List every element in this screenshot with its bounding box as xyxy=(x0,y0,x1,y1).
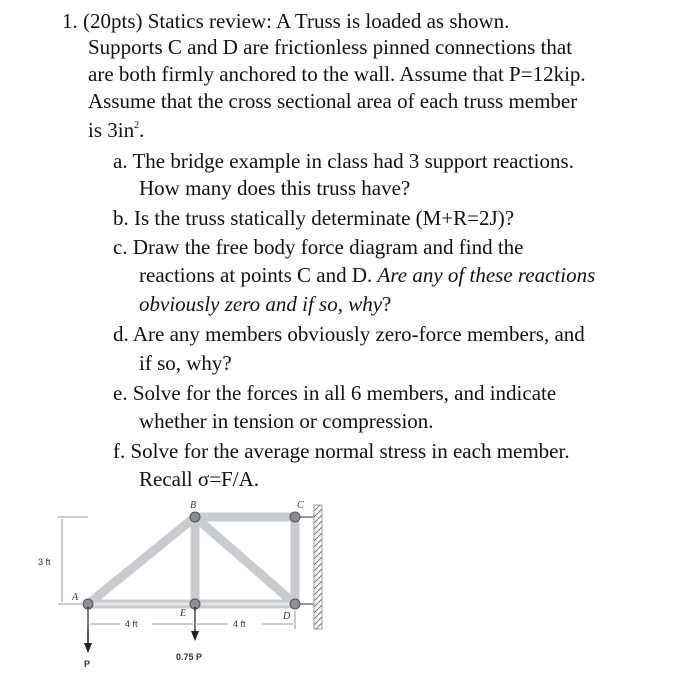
load-e-label: 0.75 P xyxy=(176,652,203,662)
member-ab xyxy=(88,517,195,604)
problem-line-2: Supports C and D are frictionless pinned connections that xyxy=(88,35,573,59)
part-c-line-1: c. Draw the free body force diagram and find the xyxy=(113,235,524,259)
load-p-label: P xyxy=(84,659,91,669)
label-a: A xyxy=(72,592,79,603)
problem-line-5-period: . xyxy=(139,118,145,142)
part-f-line-2: Recall σ=F/A. xyxy=(139,467,259,491)
area-exponent: 2 xyxy=(134,120,140,131)
part-f-line-1: f. Solve for the average normal stress in each member. xyxy=(113,439,570,463)
part-a-line-2: How many does this truss have? xyxy=(139,176,411,200)
part-c-line-3-end: ? xyxy=(382,292,392,316)
truss-members xyxy=(88,517,295,604)
part-c-line-2-text: reactions at points C and D. xyxy=(139,263,378,287)
problem-line-5-text: is 3in xyxy=(88,118,135,142)
part-c-line-3 xyxy=(139,291,391,317)
part-c-line-3-italic: obviously zero and if so, why xyxy=(139,292,383,316)
part-a-line-1: a. The bridge example in class had 3 support reactions. xyxy=(113,149,574,173)
part-d-line-1: d. Are any members obviously zero-force members, and xyxy=(113,322,585,346)
part-c-line-2-italic: Are any of these reactions xyxy=(377,263,596,287)
label-b: B xyxy=(190,500,197,511)
part-d-line-2: if so, why? xyxy=(139,351,232,375)
part-e-line-1: e. Solve for the forces in all 6 members, and indicate xyxy=(113,381,557,405)
part-c-line-2 xyxy=(139,262,595,288)
load-p-arrowhead xyxy=(84,643,92,653)
problem-line-5 xyxy=(88,117,144,143)
label-e: E xyxy=(180,608,187,619)
problem-line-1: 1. (20pts) Statics review: A Truss is loaded as shown. xyxy=(62,9,510,33)
label-c: C xyxy=(297,500,304,511)
dim-right-label: 4 ft xyxy=(233,619,246,629)
wall xyxy=(314,505,322,629)
dim-left-label: 4 ft xyxy=(125,619,138,629)
joint-c xyxy=(290,512,300,522)
part-e-line-2: whether in tension or compression. xyxy=(139,409,434,433)
dim-height-label: 3 ft xyxy=(38,557,51,567)
label-d: D xyxy=(283,611,291,622)
joint-d xyxy=(290,599,300,609)
member-bd xyxy=(195,517,295,604)
load-e-arrowhead xyxy=(191,631,199,641)
part-b-line-1: b. Is the truss statically determinate (M+R=2J)? xyxy=(113,206,515,230)
truss-figure xyxy=(0,495,360,700)
problem-line-3: are both firmly anchored to the wall. Assume that P=12kip. xyxy=(88,62,586,86)
problem-line-4: Assume that the cross sectional area of each truss member xyxy=(88,89,578,113)
joint-b xyxy=(190,512,200,522)
truss-diagram xyxy=(0,495,360,700)
